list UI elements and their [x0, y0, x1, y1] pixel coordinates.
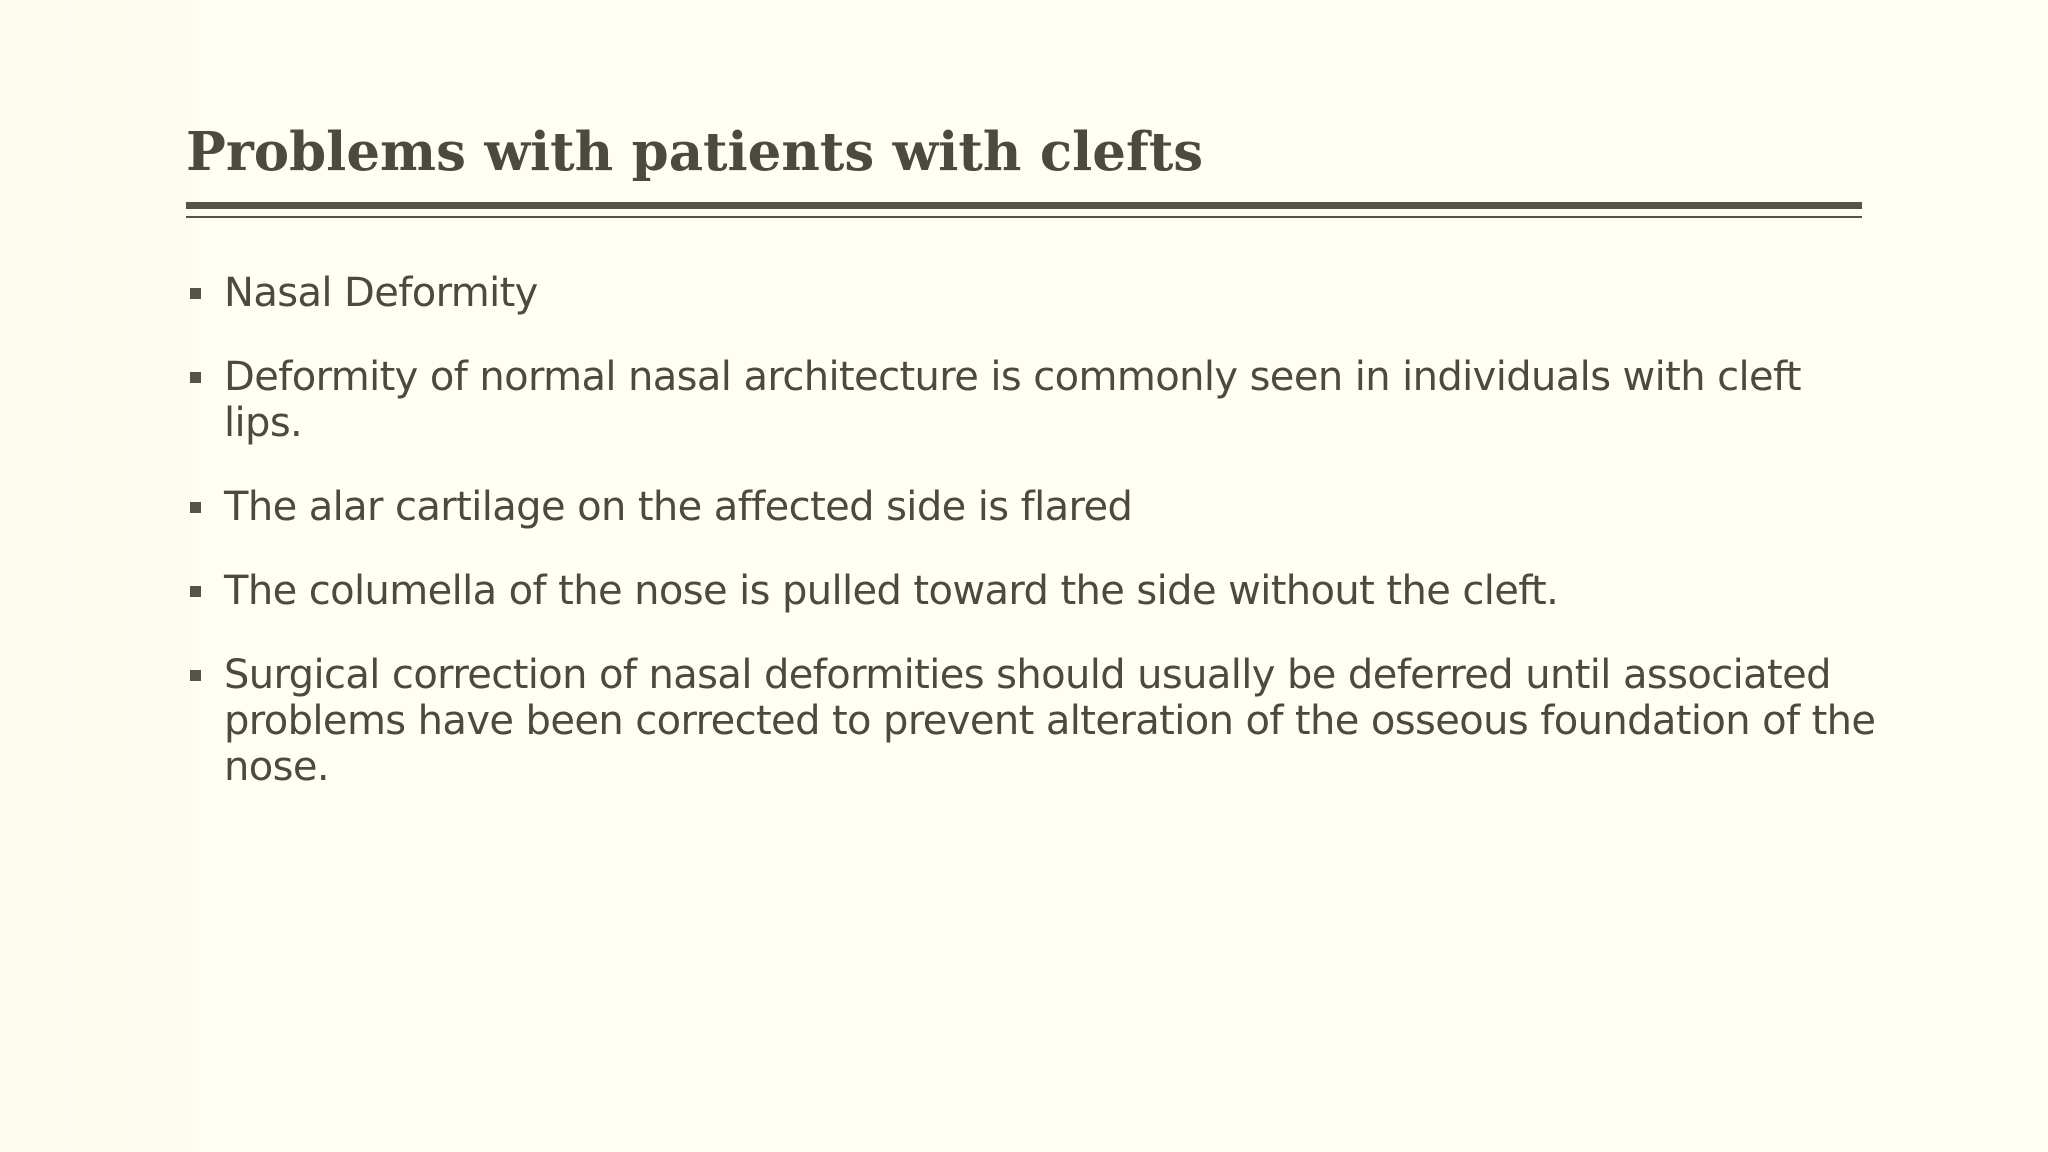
square-bullet-icon [190, 586, 201, 597]
bullet-item [186, 652, 1886, 790]
bullet-text: The alar cartilage on the affected side is flared [224, 484, 1133, 530]
square-bullet-icon [190, 502, 201, 513]
title-divider-thick [186, 202, 1862, 209]
bullet-text: Surgical correction of nasal deformities should usually be deferred until associated problems have been corrected to prevent alteration of the osseous foundation of the nose. [224, 652, 1876, 790]
slide-title: Problems with patients with clefts [186, 121, 1204, 183]
bullet-list [186, 270, 1886, 828]
square-bullet-icon [190, 288, 201, 299]
bullet-item [186, 354, 1886, 446]
square-bullet-icon [190, 670, 201, 681]
bullet-text: The columella of the nose is pulled toward the side without the cleft. [224, 568, 1559, 614]
square-bullet-icon [190, 372, 201, 383]
bullet-item [186, 484, 1886, 530]
bullet-text: Nasal Deformity [224, 270, 538, 316]
bullet-text: Deformity of normal nasal architecture is commonly seen in individuals with cleft lips. [224, 354, 1801, 446]
title-divider-thin [186, 216, 1862, 218]
bullet-item [186, 270, 1886, 316]
bullet-item [186, 568, 1886, 614]
